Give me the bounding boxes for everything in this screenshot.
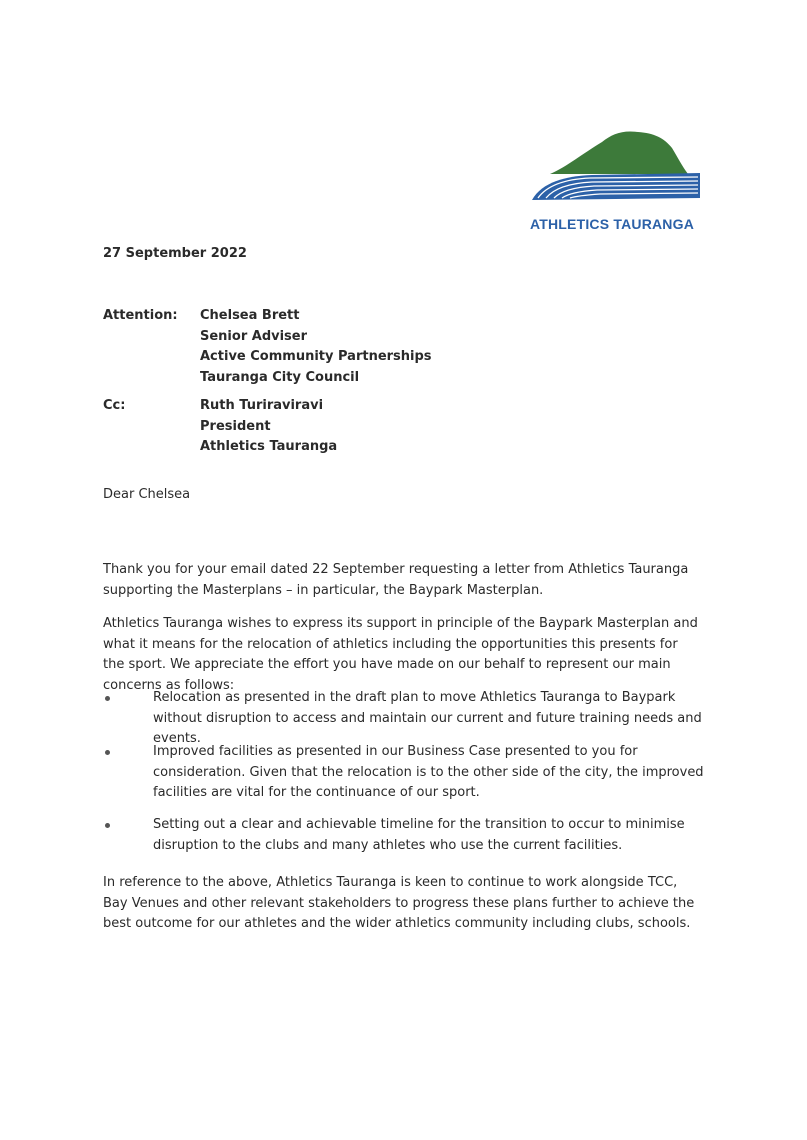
cc-title: President xyxy=(200,418,271,434)
bullet-icon xyxy=(105,696,110,701)
bullet-icon xyxy=(105,750,110,755)
mountain-track-icon xyxy=(522,126,702,216)
attention-department: Active Community Partnerships xyxy=(200,349,432,364)
salutation: Dear Chelsea xyxy=(103,487,191,502)
attention-title: Senior Adviser xyxy=(200,328,308,344)
bullet-text: Relocation as presented in the draft plan to move Athletics Tauranga to Baypark without disruption to access and maintain our current and future training needs and events. xyxy=(153,690,702,746)
paragraph-intro: Thank you for your email dated 22 September requesting a letter from Athletics Tauranga supporting the Masterplans – in particular, the Baypark Masterplan. xyxy=(103,562,689,598)
attention-label: Attention: xyxy=(103,308,178,323)
athletics-tauranga-logo xyxy=(522,126,702,236)
bullet-text: Improved facilities as presented in our Business Case presented to you for consideration. Given that the relocation is to the other side of the city, the improved facilities are vital for the continuance of our sport. xyxy=(153,744,704,800)
attention-organisation: Tauranga City Council xyxy=(200,369,360,385)
attention-name: Chelsea Brett xyxy=(200,308,300,323)
cc-organisation: Athletics Tauranga xyxy=(200,439,338,454)
bullet-icon xyxy=(105,823,110,828)
paragraph-support: Athletics Tauranga wishes to express its support in principle of the Baypark Masterplan and what it means for the relocation of athletics including the opportunities this presents for the sport. We appreciate the effort you have made on our behalf to represent our main concerns as follows: xyxy=(103,616,698,693)
cc-label: Cc: xyxy=(103,398,126,413)
logo-wordmark: ATHLETICS TAURANGA xyxy=(529,216,695,232)
cc-name: Ruth Turiraviravi xyxy=(200,398,324,413)
bullet-text: Setting out a clear and achievable timeline for the transition to occur to minimise disruption to the clubs and many athletes who use the current facilities. xyxy=(153,817,685,853)
paragraph-closing: In reference to the above, Athletics Tauranga is keen to continue to work alongside TCC, Bay Venues and other relevant stakeholders to progress these plans further to achieve the best outcome for our athletes and the wider athletics community including clubs, schools. xyxy=(103,875,695,931)
letter-date: 27 September 2022 xyxy=(103,246,247,261)
